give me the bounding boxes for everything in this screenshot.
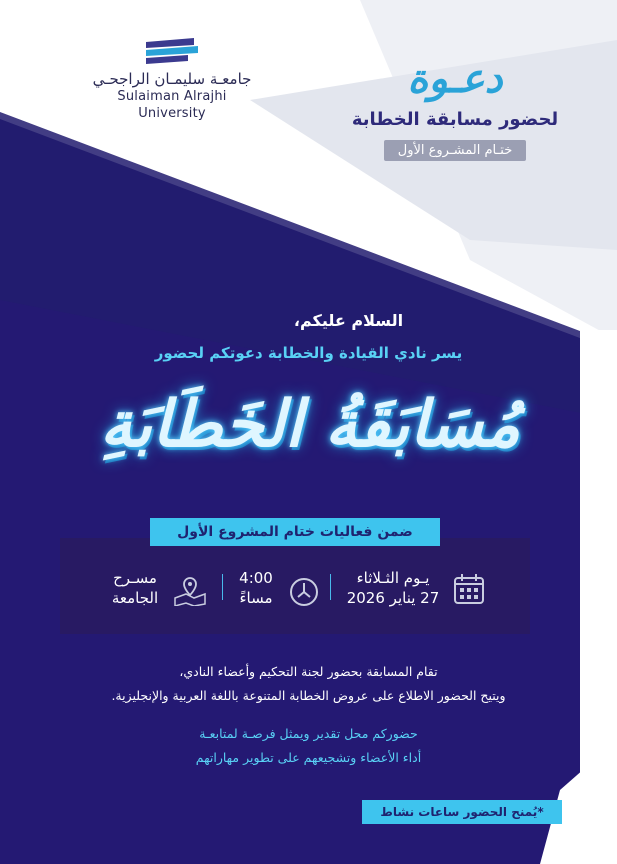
greeting-block: [0, 310, 617, 364]
competition-headline: مُسَابَقَةُ الخَطَابَةِ: [99, 387, 521, 462]
event-time-value: 4:00: [239, 569, 273, 587]
clock-icon: [288, 576, 320, 608]
event-place-line1: مسـرح: [113, 569, 157, 587]
university-logo: [82, 38, 262, 122]
map-pin-icon: [172, 576, 208, 606]
highlight-line-1: حضوركم محل تقدير ويمثل فرصـة لمتابعـة: [199, 726, 418, 741]
event-time: [226, 568, 286, 608]
highlight-line-2: أداء الأعضاء وتشجيعهم على تطوير مهاراتهم: [195, 750, 422, 765]
divider: [222, 574, 223, 600]
event-place: [100, 568, 170, 608]
description-line-2: ويتيح الحضور الاطلاع على عروض الخطابة المتنوعة باللغة العربية والإنجليزية.: [111, 688, 506, 703]
attendance-highlight: [0, 722, 617, 770]
invitation-title: دعـوة: [407, 55, 503, 102]
event-place-line2: الجامعة: [111, 589, 159, 607]
greeting-salutation: السلام عليكم،: [293, 311, 404, 330]
event-time-period: مساءً: [239, 589, 273, 607]
event-date: [338, 568, 448, 608]
university-logo-mark-icon: [144, 38, 200, 64]
description-line-1: تقام المسابقة بحضور لجنة التحكيم وأعضاء النادي،: [179, 664, 438, 679]
invitation-header: [330, 56, 580, 161]
event-description: [0, 660, 617, 708]
event-details: [60, 538, 530, 634]
divider: [330, 574, 331, 600]
university-name-english: Sulaiman Alrajhi University: [117, 89, 227, 121]
activity-hours-note: *يُمنح الحضور ساعات نشاط: [362, 800, 562, 824]
university-name-arabic: جامعـة سليمـان الراجحـي: [92, 70, 252, 88]
event-day: يـوم الثـلاثاء: [356, 569, 430, 587]
calendar-icon: [452, 572, 486, 606]
greeting-message: يسر نادي القيادة والخطابة دعوتكم لحضور: [154, 344, 463, 362]
event-date-value: 27 يناير 2026: [346, 589, 440, 607]
invitation-subtitle: لحضور مسابقة الخطابة: [351, 109, 559, 130]
project-badge: ختـام المشـروع الأول: [384, 140, 527, 161]
program-banner: ضمن فعاليات ختام المشروع الأول: [150, 518, 440, 546]
